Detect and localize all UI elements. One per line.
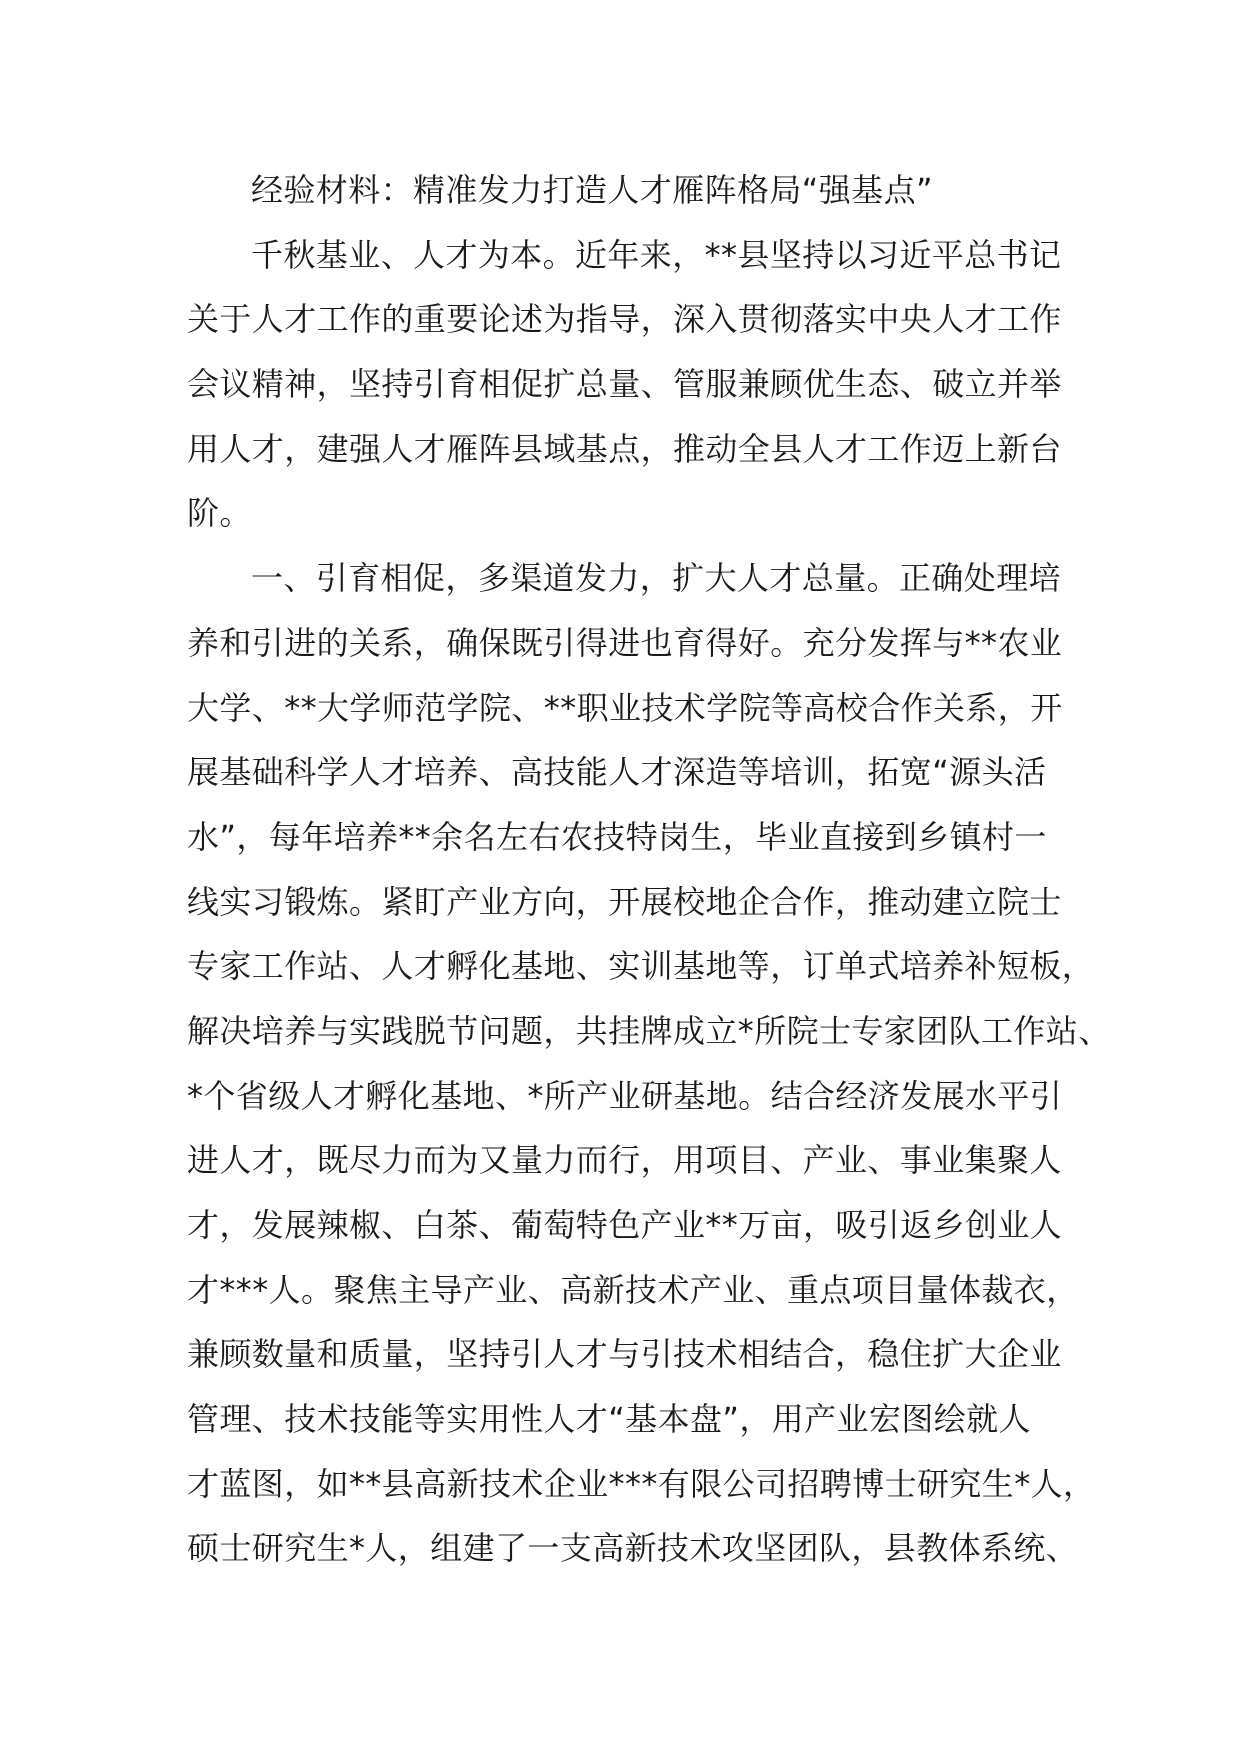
paragraph-line: 进人才，既尽力而为又量力而行，用项目、产业、事业集聚人 [187, 1141, 1062, 1180]
paragraph-line: 阶。 [187, 494, 252, 533]
paragraph-line: 水”，每年培养**余名左右农技特岗生，毕业直接到乡镇村一 [187, 817, 1047, 856]
paragraph-line: 才蓝图，如**县高新技术企业***有限公司招聘博士研究生*人， [187, 1464, 1096, 1503]
paragraph-line: 管理、技术技能等实用性人才“基本盘”，用产业宏图绘就人 [187, 1400, 1031, 1439]
paragraph-line: 专家工作站、人才孵化基地、实训基地等，订单式培养补短板， [187, 947, 1095, 986]
paragraph-line: 千秋基业、人才为本。近年来，**县坚持以习近平总书记 [251, 235, 1062, 274]
paragraph-line: *个省级人才孵化基地、*所产业研基地。结合经济发展水平引 [187, 1076, 1063, 1115]
paragraph-line: 硕士研究生*人，组建了一支高新技术攻坚团队，县教体系统、 [187, 1529, 1079, 1568]
paragraph-line: 解决培养与实践脱节问题，共挂牌成立*所院士专家团队工作站、 [187, 1011, 1111, 1050]
paragraph-line: 养和引进的关系，确保既引得进也育得好。充分发挥与**农业 [187, 623, 1063, 662]
paragraph-line: 大学、**大学师范学院、**职业技术学院等高校合作关系，开 [187, 688, 1063, 727]
document-body [187, 158, 1111, 1581]
paragraph-line: 用人才，建强人才雁阵县域基点，推动全县人才工作迈上新台 [187, 429, 1062, 468]
paragraph-line: 才***人。聚焦主导产业、高新技术产业、重点项目量体裁衣， [187, 1270, 1079, 1309]
paragraph-section-one [187, 546, 1111, 1581]
paragraph-line: 关于人才工作的重要论述为指导，深入贯彻落实中央人才工作 [187, 300, 1062, 339]
document-title: 经验材料：精准发力打造人才雁阵格局“强基点” [251, 171, 933, 209]
paragraph-line: 兼顾数量和质量，坚持引人才与引技术相结合，稳住扩大企业 [187, 1335, 1062, 1374]
paragraph-intro [187, 223, 1087, 546]
paragraph-line: 会议精神，坚持引育相促扩总量、管服兼顾优生态、破立并举 [187, 365, 1062, 404]
paragraph-line: 才，发展辣椒、白茶、葡萄特色产业**万亩，吸引返乡创业人 [187, 1206, 1063, 1244]
paragraph-line: 展基础科学人才培养、高技能人才深造等培训，拓宽“源头活 [187, 753, 1047, 792]
paragraph-line: 线实习锻炼。紧盯产业方向，开展校地企合作，推动建立院士 [187, 882, 1062, 921]
paragraph-line: 一、引育相促，多渠道发力，扩大人才总量。正确处理培 [251, 559, 1062, 598]
